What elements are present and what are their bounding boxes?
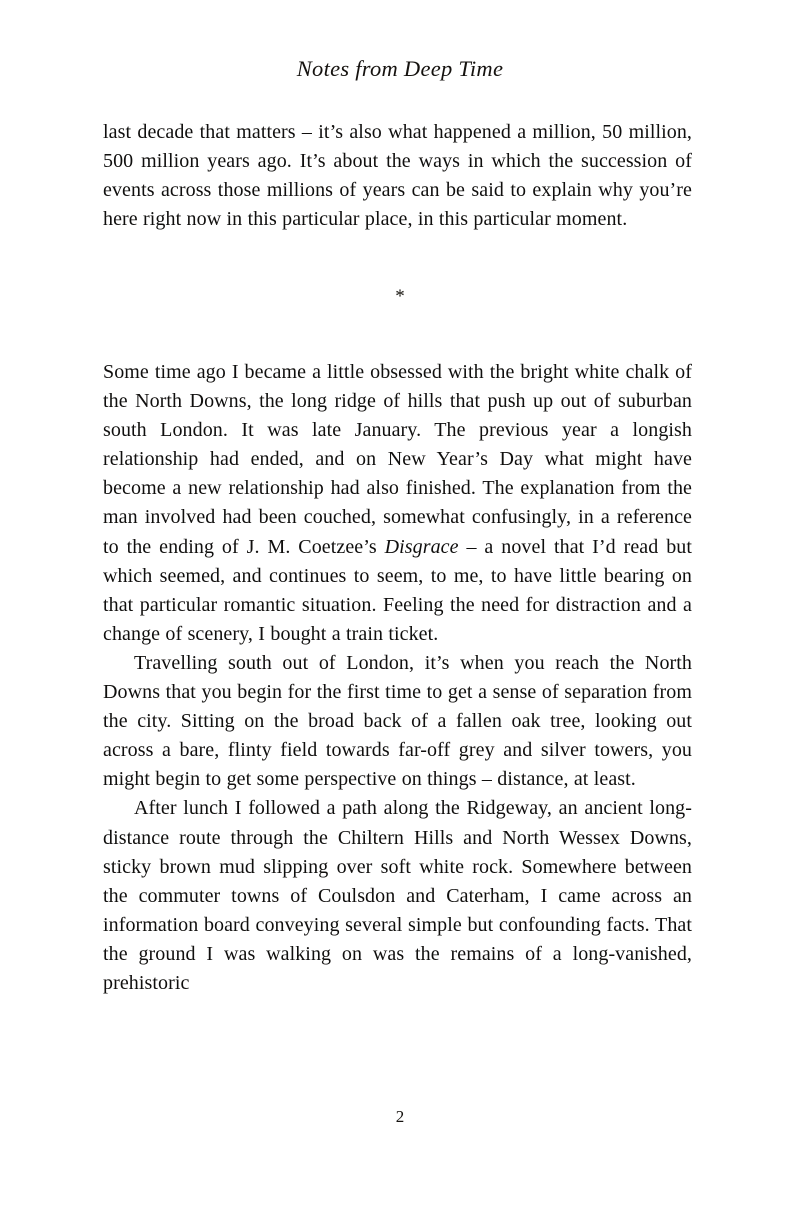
paragraph-text-after-title: – a novel that I’d read but which seemed, and continues to seem, to me, to have little bearing on that particular romantic situation. Feeling the need for distraction and a change of scenery, I bought a train ticket.	[103, 535, 693, 645]
book-title-disgrace: Disgrace	[384, 535, 459, 558]
paragraph-continued: last decade that matters – it’s also what happened a million, 50 million, 500 million years ago. It’s about the ways in which the succession of events across those millions of years can be said to explain why you’re here right now in this particular place, in this particular moment.	[103, 121, 692, 231]
text-block-lower	[103, 358, 692, 998]
paragraph-text-before-title: Some time ago I became a little obsessed with the bright white chalk of the North Downs, the long ridge of hills that push up out of suburban south London. It was late January. The previous year a longish relationship had ended, and on New Year’s Day what might have become a new relationship had also finished. The explanation from the man involved had been couched, somewhat confusingly, in a reference to the ending of J. M. Coetzee’s	[103, 361, 692, 558]
section-divider	[0, 287, 800, 306]
text-block-upper	[103, 118, 692, 234]
running-head: Notes from Deep Time	[296, 56, 504, 81]
asterisk-icon: *	[395, 286, 405, 307]
paragraph-travelling-south: Travelling south out of London, it’s when you reach the North Downs that you begin for the first time to get a sense of separation from the city. Sitting on the broad back of a fallen oak tree, looking out across a bare, flinty field towards far-off grey and silver towers, you might begin to get some perspective on things – distance, at least.	[103, 651, 692, 791]
paragraph-ridgeway: After lunch I followed a path along the Ridgeway, an ancient long-distance route through the Chiltern Hills and North Wessex Downs, sticky brown mud slipping over soft white rock. Somewhere between the commuter towns of Coulsdon and Caterham, I came across an information board conveying several simple but confounding facts. That the ground I was walking on was the remains of a long-vanished, prehistoric	[103, 797, 692, 994]
paragraph-north-downs	[103, 358, 692, 649]
page-number: 2	[395, 1107, 405, 1126]
